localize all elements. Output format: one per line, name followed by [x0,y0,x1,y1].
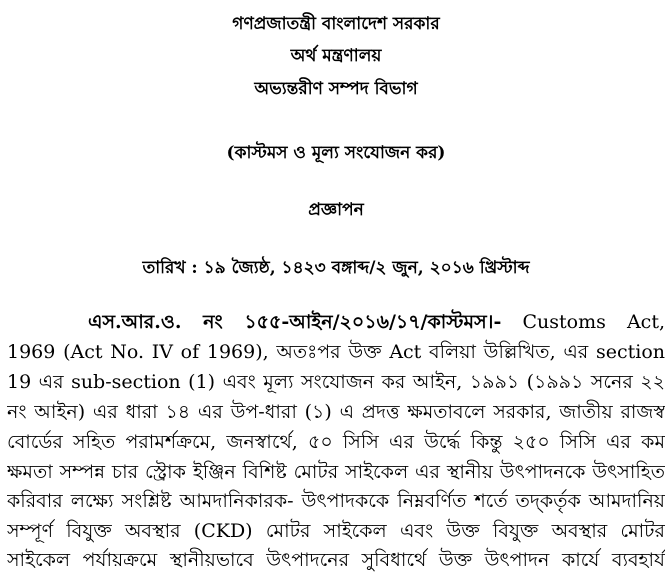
paragraph-line-3: 19 এর sub-section (1) এবং মূল্য সংযোজন কর আইন, ১৯৯১ (১৯৯১ সনের ২২ [7,371,665,393]
paragraph-line-9: সাইকেল পর্যায়ক্রমে স্থানীয়ভাবে উৎপাদনের সুবিধার্থে উক্ত উৎপাদন কার্যে ব্যবহার্য [7,549,665,571]
paragraph-line-7: করিবার লক্ষ্যে সংশ্লিষ্ট আমদানিকারক- উৎপাদককে নিম্নবর্ণিত শর্তে তদ্কর্তৃক আমদানিয় [7,490,665,512]
paragraph-line-1-text: Customs Act, [522,311,665,333]
paragraph-line-5: বোর্ডের সহিত পরামর্শক্রমে, জনস্বার্থে, ৫০ সিসি এর উর্দ্ধে কিন্তু ২৫০ সিসি এর কম [7,431,665,453]
division-heading: অভ্যন্তরীণ সম্পদ বিভাগ [254,79,418,99]
document-type-heading: প্রজ্ঞাপন [308,200,364,220]
paragraph-line-1 [88,309,665,335]
paragraph-line-8: সম্পূর্ণ বিযুক্ত অবস্থার (CKD) মোটর সাইকেল এবং উক্ত বিযুক্ত অবস্থার মোটর [7,520,665,542]
subject-heading: (কাস্টমস ও মূল্য সংযোজন কর) [226,143,446,163]
government-heading: গণপ্রজাতন্ত্রী বাংলাদেশ সরকার [232,14,440,34]
notification-date: তারিখ : ১৯ জ্যৈষ্ঠ, ১৪২৩ বঙ্গাব্দ/২ জুন, ২০১৬ খ্রিস্টাব্দ [142,258,530,278]
ministry-heading: অর্থ মন্ত্রণালয় [290,46,382,66]
paragraph-line-6: ক্ষমতা সম্পন্ন চার স্ট্রোক ইঞ্জিন বিশিষ্ট মোটর সাইকেল এর স্থানীয় উৎপাদনকে উৎসাহিত [7,461,665,483]
sro-number: এস.আর.ও. নং ১৫৫-আইন/২০১৬/১৭/কাস্টমস।- [88,311,502,333]
paragraph-line-2: 1969 (Act No. IV of 1969), অতঃপর উক্ত Act বলিয়া উল্লিখিত, এর section [7,341,665,363]
paragraph-line-4: নং আইন) এর ধারা ১৪ এর উপ-ধারা (১) এ প্রদত্ত ক্ষমতাবলে সরকার, জাতীয় রাজস্ব [7,401,665,423]
